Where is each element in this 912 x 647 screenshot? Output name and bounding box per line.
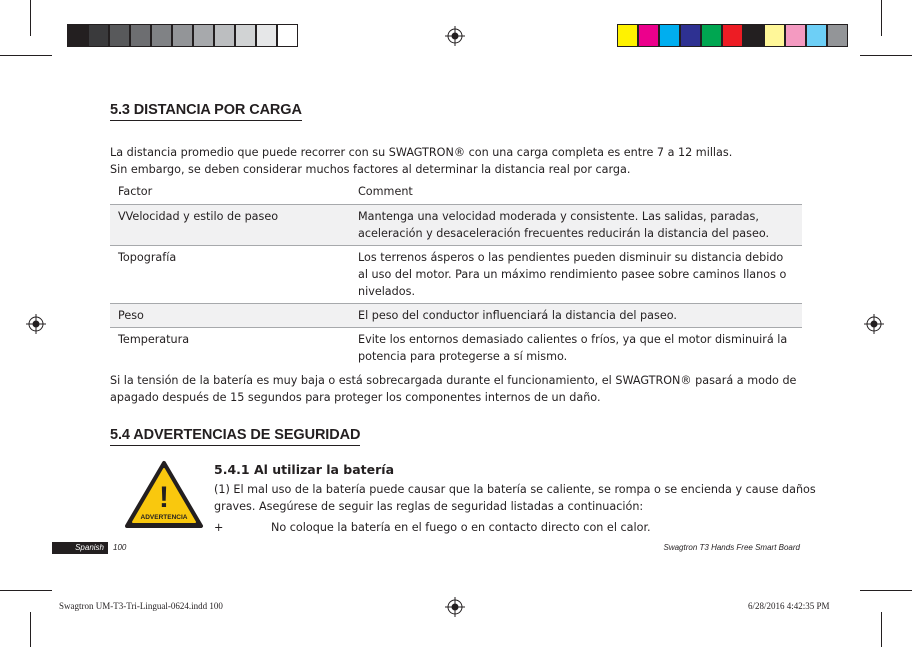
- intro-paragraph: [110, 145, 810, 178]
- subsection-heading: 5.4.1 Al utilizar la batería: [214, 462, 394, 477]
- color-swatch: [109, 24, 130, 47]
- color-swatch: [617, 24, 638, 47]
- color-swatch: [235, 24, 256, 47]
- color-swatch: [764, 24, 785, 47]
- table-row: [110, 328, 802, 369]
- color-swatch: [88, 24, 109, 47]
- color-swatch: [214, 24, 235, 47]
- color-swatch: [827, 24, 848, 47]
- table-cell-factor: Topografía: [110, 246, 350, 304]
- section-title-safety-warnings: 5.4 ADVERTENCIAS DE SEGURIDAD: [110, 427, 360, 446]
- crop-mark: [0, 55, 52, 56]
- registration-target-icon: [445, 26, 465, 46]
- warning-mark: !: [159, 481, 169, 514]
- color-swatch: [172, 24, 193, 47]
- color-swatch: [256, 24, 277, 47]
- footer-language-tab: Spanish: [52, 542, 108, 554]
- section-title-distance: 5.3 DISTANCIA POR CARGA: [110, 102, 302, 121]
- color-swatch: [151, 24, 172, 47]
- battery-warning-line: graves. Asegúrese de seguir las reglas de seguridad listadas a continuación:: [214, 499, 644, 513]
- color-swatch: [701, 24, 722, 47]
- crop-mark: [860, 590, 912, 591]
- color-swatch: [193, 24, 214, 47]
- battery-note-paragraph: [110, 373, 810, 406]
- table-cell-factor: Peso: [110, 304, 350, 328]
- crop-mark: [881, 612, 882, 647]
- footer-product-name: Swagtron T3 Hands Free Smart Board: [663, 543, 800, 552]
- crop-mark: [881, 0, 882, 36]
- table-cell-comment: Evite los entornos demasiado calientes o fríos, ya que el motor disminuirá la potencia para protegerse a sí mismo.: [350, 328, 802, 369]
- battery-warning-paragraph: [214, 482, 816, 515]
- slug-file-name: Swagtron UM-T3-Tri-Lingual-0624.indd 100: [59, 601, 223, 611]
- footer-page-number: 100: [113, 543, 127, 552]
- color-swatch: [743, 24, 764, 47]
- table-cell-factor: Temperatura: [110, 328, 350, 369]
- warning-triangle-icon: [124, 460, 204, 530]
- color-swatch: [67, 24, 88, 47]
- table-row: [110, 304, 802, 328]
- crop-mark: [30, 612, 31, 647]
- crop-mark: [860, 55, 912, 56]
- registration-target-icon: [864, 314, 884, 334]
- table-cell-comment: El peso del conductor influenciará la distancia del paseo.: [350, 304, 802, 328]
- crop-mark: [0, 590, 52, 591]
- battery-note-line: apagado después de 15 segundos para proteger los componentes internos de un daño.: [110, 390, 601, 404]
- battery-note-line: Si la tensión de la batería es muy baja o está sobrecargada durante el funcionamiento, el SWAGTRON® pasará a modo de: [110, 374, 797, 387]
- color-swatch: [806, 24, 827, 47]
- color-swatch: [680, 24, 701, 47]
- table-header-factor: Factor: [118, 185, 153, 198]
- color-swatch: [638, 24, 659, 47]
- intro-line: La distancia promedio que puede recorrer con su SWAGTRON® con una carga completa es entre 7 a 12 millas.: [110, 146, 733, 159]
- table-cell-factor: VVelocidad y estilo de paseo: [110, 205, 350, 246]
- table-header-comment: Comment: [358, 185, 413, 198]
- color-swatch: [130, 24, 151, 47]
- table-header-row: [110, 179, 802, 205]
- color-swatch: [659, 24, 680, 47]
- table-cell-comment: Los terrenos ásperos o las pendientes pueden disminuir su distancia debido al uso del motor. Para un máximo rendimiento pasee sobre caminos llanos o nivelados.: [350, 246, 802, 304]
- table-row: [110, 205, 802, 246]
- registration-target-icon: [445, 597, 465, 617]
- distance-factors-table: [110, 179, 802, 368]
- slug-date: 6/28/2016 4:42:35 PM: [748, 601, 830, 611]
- bullet-text: No coloque la batería en el fuego o en contacto directo con el calor.: [271, 521, 651, 534]
- bullet-mark: +: [214, 521, 224, 534]
- table-row: [110, 246, 802, 304]
- crop-mark: [30, 0, 31, 36]
- color-swatch: [722, 24, 743, 47]
- table-cell-comment: Mantenga una velocidad moderada y consistente. Las salidas, paradas, aceleración y desaceleración frecuentes reducirán la distancia del paseo.: [350, 205, 802, 246]
- color-swatch: [277, 24, 298, 47]
- registration-target-icon: [26, 314, 46, 334]
- battery-warning-line: (1) El mal uso de la batería puede causar que la batería se caliente, se rompa o se encienda y cause daños: [214, 483, 816, 496]
- intro-line: Sin embargo, se deben considerar muchos factores al determinar la distancia real por carga.: [110, 162, 631, 176]
- warning-label: ADVERTENCIA: [140, 514, 188, 521]
- color-swatch: [785, 24, 806, 47]
